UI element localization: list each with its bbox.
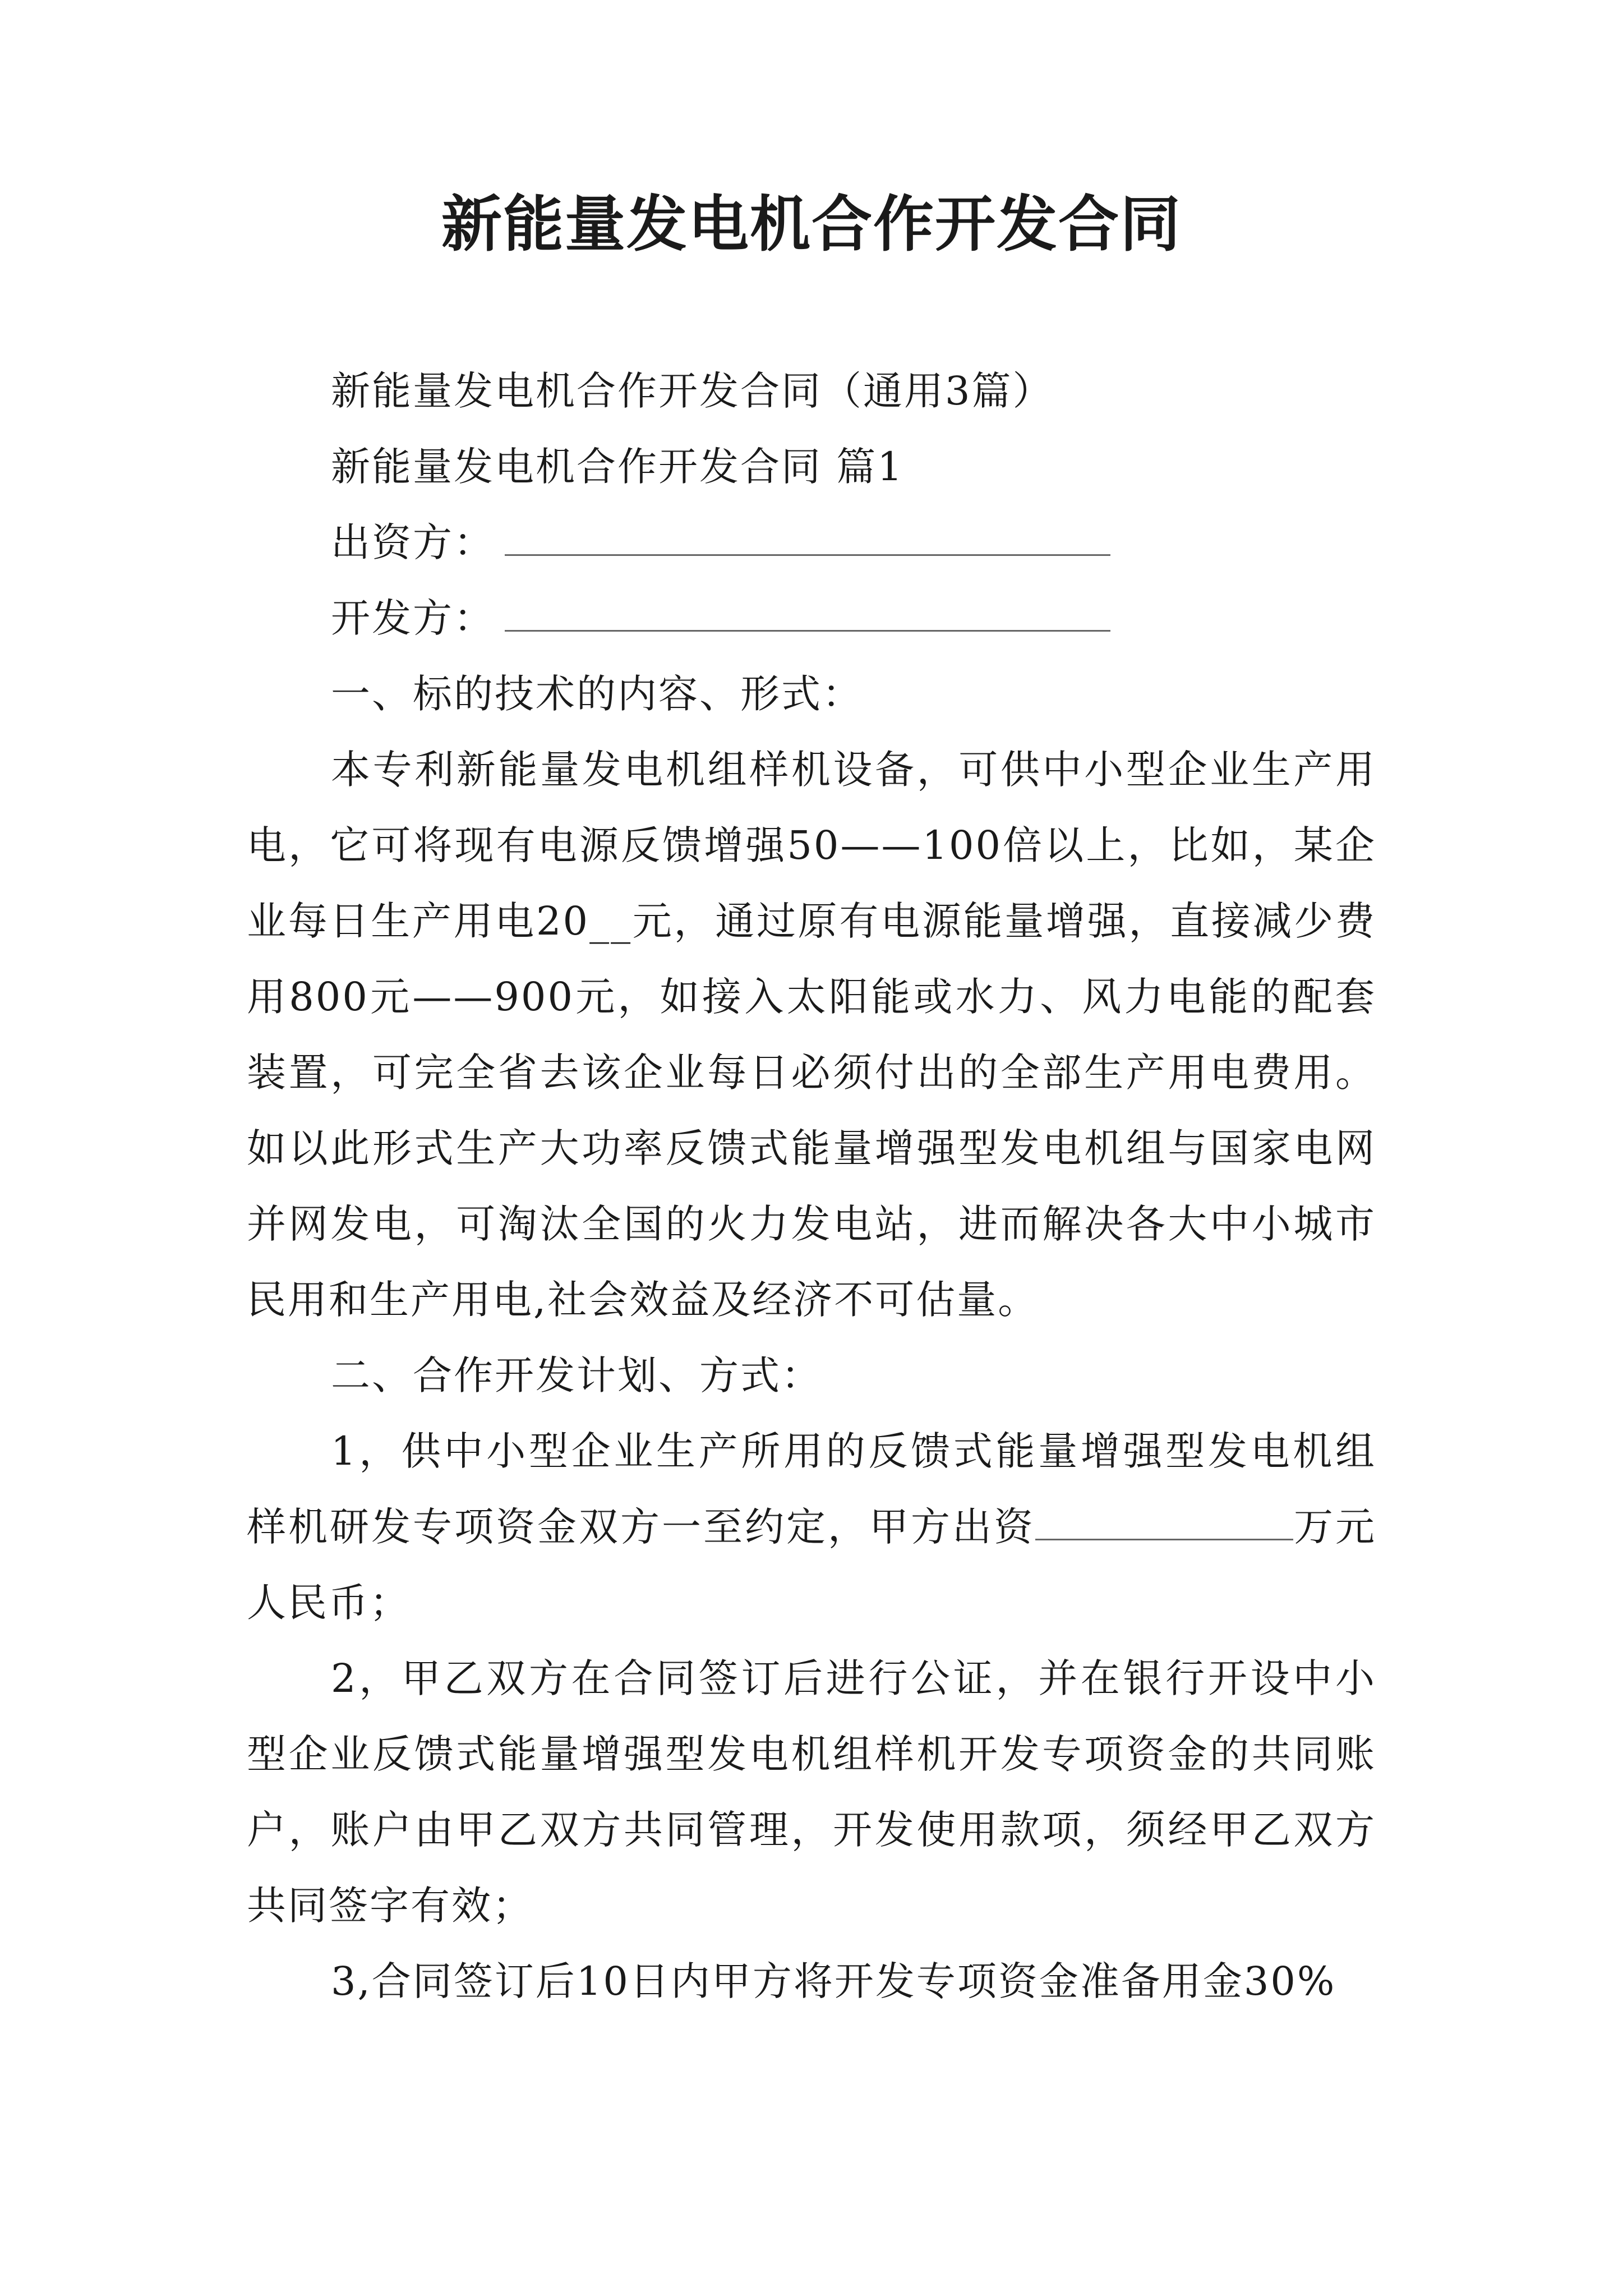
developer-line	[247, 581, 1376, 656]
section1-heading: 一、标的技术的内容、形式：	[331, 671, 863, 717]
investor-line	[247, 505, 1376, 581]
section2-heading: 二、合作开发计划、方式：	[331, 1352, 822, 1398]
developer-blank	[505, 596, 1110, 632]
document-title: 新能量发电机合作开发合同	[441, 189, 1182, 260]
amount-blank	[1035, 1505, 1293, 1540]
section1-body: 本专利新能量发电机组样机设备，可供中小型企业生产用电，它可将现有电源反馈增强50——100倍以上，比如，某企业每日生产用电20__元，通过原有电源能量增强，直接减少费用800元——900元，如接入太阳能或水力、风力电能的配套装置，可完全省去该企业每日必须付出的全部生产用电费用。如以此形式生产大功率反馈式能量增强型发电机组与国家电网并网发电，可淘汰全国的火力发电站，进而解决各大中小城市民用和生产用电,社会效益及经济不可估量。	[247, 747, 1376, 1323]
investor-label: 出资方：	[331, 519, 495, 565]
investor-blank	[505, 521, 1110, 556]
item-1-text: 1，供中小型企业生产所用的反馈式能量增强型发电机组样机研发专项资金双方一至约定，甲方出资	[247, 1428, 1376, 1550]
subtitle-part: 新能量发电机合作开发合同 篇1	[331, 444, 904, 490]
subtitle-general: 新能量发电机合作开发合同（通用3篇）	[331, 368, 1054, 414]
developer-label: 开发方：	[331, 595, 495, 641]
item-1	[247, 1414, 1376, 1641]
item-2: 2，甲乙双方在合同签订后进行公证，并在银行开设中小型企业反馈式能量增强型发电机组样机开发专项资金的共同账户，账户由甲乙双方共同管理，开发使用款项，须经甲乙双方共同签字有效；	[247, 1655, 1376, 1929]
item-3: 3,合同签订后10日内甲方将开发专项资金准备用金30%	[331, 1958, 1336, 2004]
item-1-tail: 万元人民币；	[247, 1504, 1376, 1626]
